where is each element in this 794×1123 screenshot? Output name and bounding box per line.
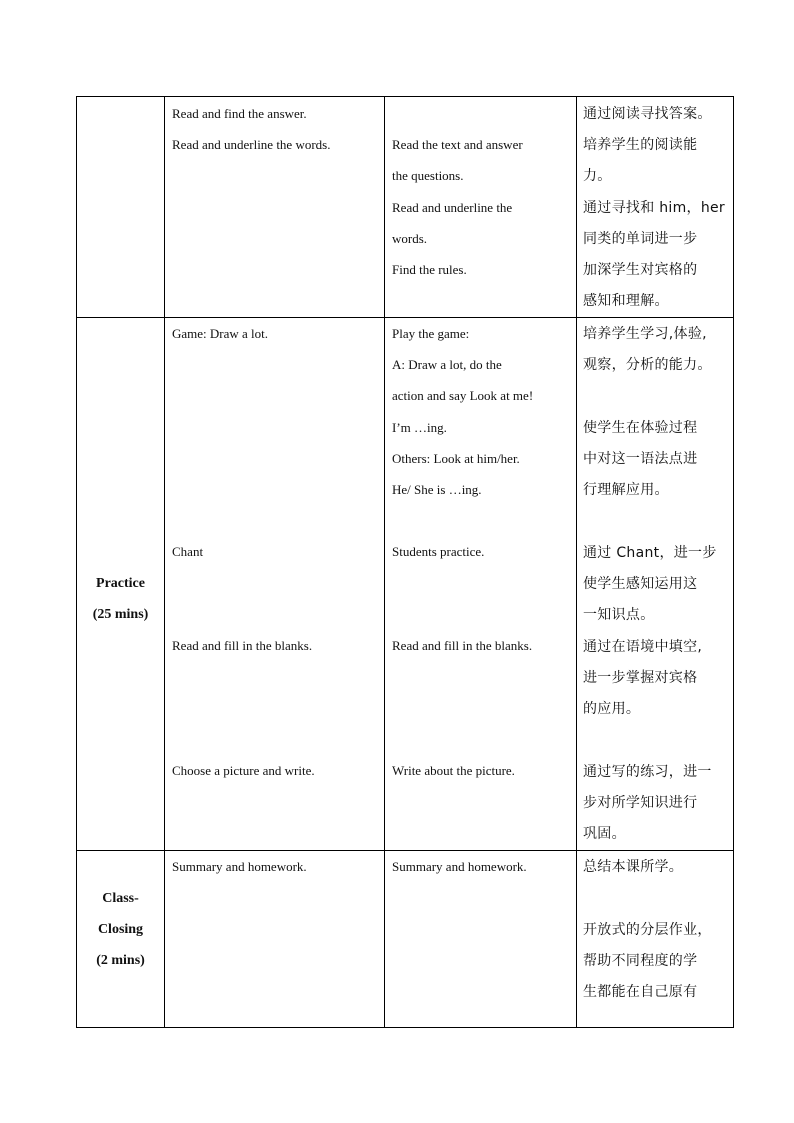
activities-cell	[165, 97, 385, 318]
table-row	[77, 851, 734, 1028]
stage-duration: (2 mins)	[96, 953, 145, 968]
purpose-line: 感知和理解。	[583, 293, 669, 309]
purpose-line: 通过在语境中填空,	[583, 639, 703, 655]
purpose-line: 生都能在自己原有	[583, 984, 698, 1000]
activity-line: Chant	[172, 544, 204, 559]
purpose-line: 的应用。	[583, 701, 641, 717]
stage-label: Closing	[97, 922, 144, 937]
purpose-line: 行理解应用。	[583, 482, 669, 498]
students-cell	[385, 851, 577, 1028]
student-line: Read the text and answer	[392, 137, 523, 152]
purpose-line: 培养学生学习,体验,	[583, 326, 707, 342]
student-line: words.	[392, 231, 428, 246]
purpose-line: 使学生感知运用这	[583, 576, 698, 592]
student-line: the questions.	[392, 168, 464, 183]
purpose-line: 观察，分析的能力。	[583, 357, 712, 373]
student-line: Students practice.	[392, 544, 485, 559]
student-line: Find the rules.	[392, 262, 467, 277]
activities-cell	[165, 851, 385, 1028]
student-line: Write about the picture.	[392, 763, 515, 778]
activity-line: Choose a picture and write.	[172, 763, 315, 778]
student-line: Others: Look at him/her.	[392, 451, 520, 466]
purpose-line: 通过阅读寻找答案。	[583, 106, 712, 122]
purpose-line: 加深学生对宾格的	[583, 262, 698, 278]
purpose-line: 总结本课所学。	[583, 859, 684, 875]
student-line: Read and underline the	[392, 200, 513, 215]
purpose-line: 通过 Chant，进一步	[583, 545, 717, 561]
student-line: Summary and homework.	[392, 859, 527, 874]
activities-cell	[165, 318, 385, 851]
activity-line: Summary and homework.	[172, 859, 307, 874]
stage-cell	[77, 851, 165, 1028]
activity-line: Read and underline the words.	[172, 137, 331, 152]
student-line: A: Draw a lot, do the	[392, 357, 502, 372]
purpose-line: 进一步掌握对宾格	[583, 670, 698, 686]
stage-label: Class-	[102, 891, 139, 906]
stage-cell	[77, 97, 165, 318]
purpose-line: 开放式的分层作业，	[583, 922, 712, 938]
activity-line: Read and fill in the blanks.	[172, 638, 313, 653]
purpose-line: 中对这一语法点进	[583, 451, 698, 467]
purpose-line: 一知识点。	[583, 607, 655, 623]
purpose-line: 力。	[583, 168, 612, 184]
purpose-line: 通过寻找和 him，her	[583, 200, 725, 216]
purpose-line: 帮助不同程度的学	[583, 953, 698, 969]
student-line: Read and fill in the blanks.	[392, 638, 533, 653]
student-line: action and say Look at me!	[392, 388, 534, 403]
student-line: I’m …ing.	[392, 420, 447, 435]
purpose-cell	[577, 97, 734, 318]
stage-cell	[77, 318, 165, 851]
stage-duration: (25 mins)	[92, 607, 149, 622]
student-line: Play the game:	[392, 326, 470, 341]
students-cell	[385, 97, 577, 318]
purpose-cell	[577, 318, 734, 851]
student-line: He/ She is …ing.	[392, 482, 482, 497]
lesson-plan-table	[76, 96, 734, 1028]
purpose-line: 步对所学知识进行	[583, 795, 698, 811]
students-cell	[385, 318, 577, 851]
purpose-line: 巩固。	[583, 826, 626, 842]
stage-label: Practice	[96, 576, 145, 591]
purpose-line: 同类的单词进一步	[583, 231, 698, 247]
purpose-line: 培养学生的阅读能	[583, 137, 698, 153]
activity-line: Read and find the answer.	[172, 106, 307, 121]
table-row	[77, 318, 734, 851]
activity-line: Game: Draw a lot.	[172, 326, 269, 341]
purpose-line: 使学生在体验过程	[583, 420, 698, 436]
purpose-line: 通过写的练习，进一	[583, 764, 712, 780]
table-row	[77, 97, 734, 318]
purpose-cell	[577, 851, 734, 1028]
